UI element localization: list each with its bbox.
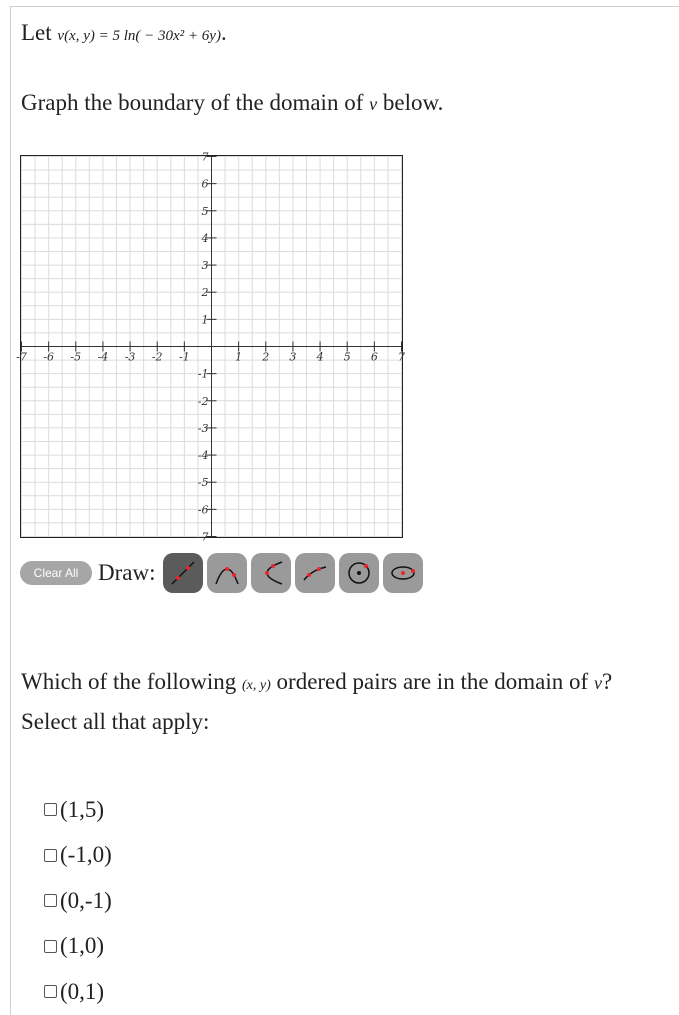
y-tick-label: -5 (197, 476, 209, 490)
circle-tool-icon (344, 558, 374, 588)
checkbox[interactable] (44, 894, 57, 907)
option-label: (-1,0) (60, 842, 112, 868)
parabola-tool-button[interactable] (207, 553, 247, 593)
sideways-parabola-tool-button[interactable] (251, 553, 291, 593)
y-tick-label: -3 (197, 421, 209, 435)
y-tick-label: -7 (197, 530, 209, 544)
x-tick-label: 7 (398, 350, 405, 364)
y-tick-label: -1 (197, 367, 209, 381)
question-text-middle: ordered pairs are in the domain of (276, 669, 589, 694)
x-tick-label: -3 (124, 350, 136, 364)
coordinate-graph[interactable] (16, 150, 405, 544)
ordered-pair-notation: (x, y) (242, 678, 271, 693)
function-definition (21, 20, 227, 46)
option-label: (0,1) (60, 978, 105, 1004)
graph-prompt (21, 90, 443, 116)
option-1[interactable] (44, 787, 112, 833)
x-tick-label: -7 (16, 350, 27, 364)
checkbox[interactable] (44, 849, 57, 862)
period: . (220, 20, 227, 45)
y-tick-label: -4 (197, 449, 209, 463)
x-tick-label: 5 (343, 350, 351, 364)
ellipse-tool-icon (388, 558, 418, 588)
prompt-text-end: below. (382, 90, 444, 115)
x-tick-label: 2 (262, 350, 270, 364)
x-tick-label: -6 (43, 350, 55, 364)
prompt-text: Graph the boundary of the domain of (21, 90, 364, 115)
curve-tool-button[interactable] (295, 553, 335, 593)
x-tick-label: -2 (151, 350, 163, 364)
answer-options (44, 787, 112, 1015)
function-formula: v(x, y) = 5 ln( − 30x² + 6y) (57, 28, 221, 44)
x-tick-label: -1 (178, 350, 190, 364)
x-tick-label: 1 (235, 350, 243, 364)
y-tick-label: -2 (197, 394, 209, 408)
draw-toolbar (20, 552, 427, 594)
x-tick-label: -5 (70, 350, 82, 364)
option-label: (0,-1) (60, 887, 112, 913)
option-2[interactable] (44, 833, 112, 879)
x-tick-label: 3 (289, 350, 297, 364)
checkbox[interactable] (44, 803, 57, 816)
circle-tool-button[interactable] (339, 553, 379, 593)
question-mark: ? (601, 669, 613, 694)
option-4[interactable] (44, 924, 112, 970)
x-tick-label: 4 (316, 350, 324, 364)
option-label: (1,5) (60, 796, 105, 822)
clear-all-button[interactable]: Clear All (20, 561, 92, 585)
y-tick-label: 5 (201, 204, 209, 218)
y-tick-label: 2 (201, 286, 209, 300)
domain-question (21, 664, 671, 740)
y-tick-label: 1 (201, 313, 209, 327)
option-5[interactable] (44, 969, 112, 1015)
option-label: (1,0) (60, 933, 105, 959)
curve-tool-icon (300, 558, 330, 588)
question-variable: v (593, 673, 602, 693)
checkbox[interactable] (44, 985, 57, 998)
sideways-parabola-tool-icon (256, 558, 286, 588)
draw-label: Draw: (98, 560, 156, 585)
prompt-variable: v (369, 94, 378, 114)
let-word: Let (21, 20, 52, 45)
y-tick-label: 6 (201, 177, 209, 191)
select-instruction: Select all that apply: (21, 709, 210, 734)
y-tick-label: 4 (201, 231, 209, 245)
x-tick-label: 6 (370, 350, 378, 364)
checkbox[interactable] (44, 940, 57, 953)
y-tick-label: -6 (197, 503, 209, 517)
question-text: Which of the following (21, 669, 237, 694)
y-tick-label: 3 (201, 259, 209, 273)
parabola-tool-icon (212, 558, 242, 588)
line-tool-button[interactable] (163, 553, 203, 593)
x-tick-label: -4 (97, 350, 109, 364)
option-3[interactable] (44, 878, 112, 924)
ellipse-tool-button[interactable] (383, 553, 423, 593)
line-tool-icon (168, 558, 198, 588)
y-tick-label: 7 (201, 150, 209, 164)
